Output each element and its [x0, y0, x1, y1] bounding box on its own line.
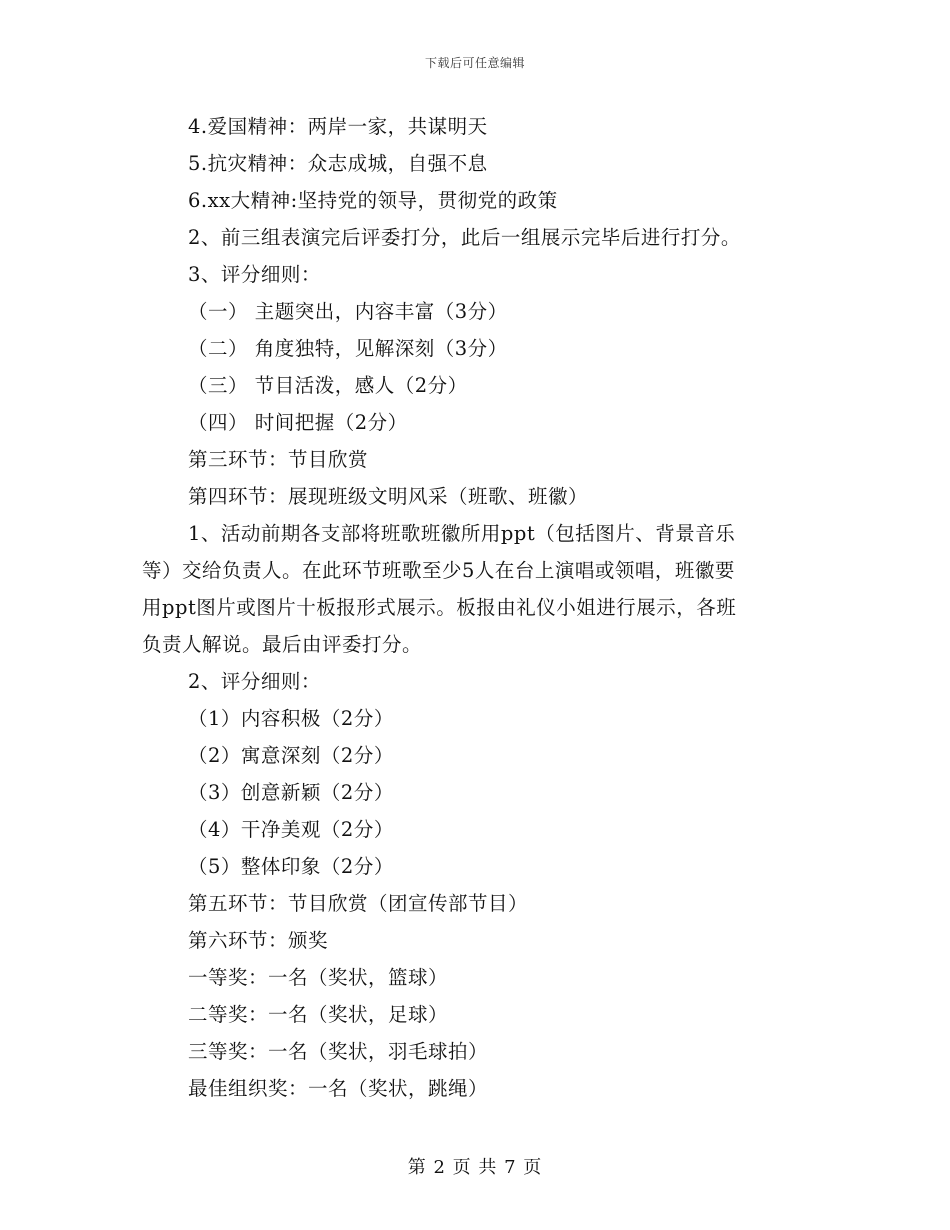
award-item: 最佳组织奖：一名（奖状，跳绳）	[188, 1077, 489, 1100]
document-body	[142, 108, 810, 1107]
section-heading: 第五环节：节目欣赏（团宣传部节目）	[188, 892, 529, 915]
award-item: 二等奖：一名（奖状，足球）	[188, 1003, 449, 1026]
section-heading: 第六环节：颁奖	[188, 929, 329, 952]
text-line: 4.爱国精神：两岸一家，共谋明天	[188, 115, 488, 138]
award-item: 一等奖：一名（奖状，篮球）	[188, 966, 449, 989]
paragraph-line: 等）交给负责人。在此环节班歌至少5人在台上演唱或领唱，班徽要	[142, 559, 735, 582]
text-line: 2、前三组表演完后评委打分，此后一组展示完毕后进行打分。	[188, 226, 741, 249]
scoring-item: （一） 主题突出，内容丰富（3分）	[188, 300, 508, 323]
scoring-item: （四） 时间把握（2分）	[188, 411, 408, 434]
scoring-item: （三） 节目活泼，感人（2分）	[188, 374, 468, 397]
text-line: 2、评分细则：	[188, 670, 321, 693]
text-line: 3、评分细则：	[188, 263, 321, 286]
text-line: 6.xx大精神:坚持党的领导，贯彻党的政策	[188, 189, 558, 212]
page-number: 第 2 页 共 7 页	[407, 1157, 543, 1178]
text-line: 5.抗灾精神：众志成城，自强不息	[188, 152, 488, 175]
paragraph-line: 用ppt图片或图片十板报形式展示。板报由礼仪小姐进行展示，各班	[142, 596, 737, 619]
scoring-item: （4）干净美观（2分）	[188, 818, 394, 841]
scoring-item: （2）寓意深刻（2分）	[188, 744, 394, 767]
scoring-item: （二） 角度独特，见解深刻（3分）	[188, 337, 508, 360]
paragraph-line: 1、活动前期各支部将班歌班徽所用ppt（包括图片、背景音乐	[188, 522, 736, 545]
scoring-item: （5）整体印象（2分）	[188, 855, 394, 878]
scoring-item: （1）内容积极（2分）	[188, 707, 394, 730]
paragraph-line: 负责人解说。最后由评委打分。	[142, 633, 423, 656]
page-header: 下载后可任意编辑	[424, 56, 525, 70]
scoring-item: （3）创意新颖（2分）	[188, 781, 394, 804]
body-paragraph	[142, 515, 810, 663]
section-heading: 第四环节：展现班级文明风采（班歌、班徽）	[188, 485, 589, 508]
award-item: 三等奖：一名（奖状，羽毛球拍）	[188, 1040, 489, 1063]
section-heading: 第三环节：节目欣赏	[188, 448, 369, 471]
